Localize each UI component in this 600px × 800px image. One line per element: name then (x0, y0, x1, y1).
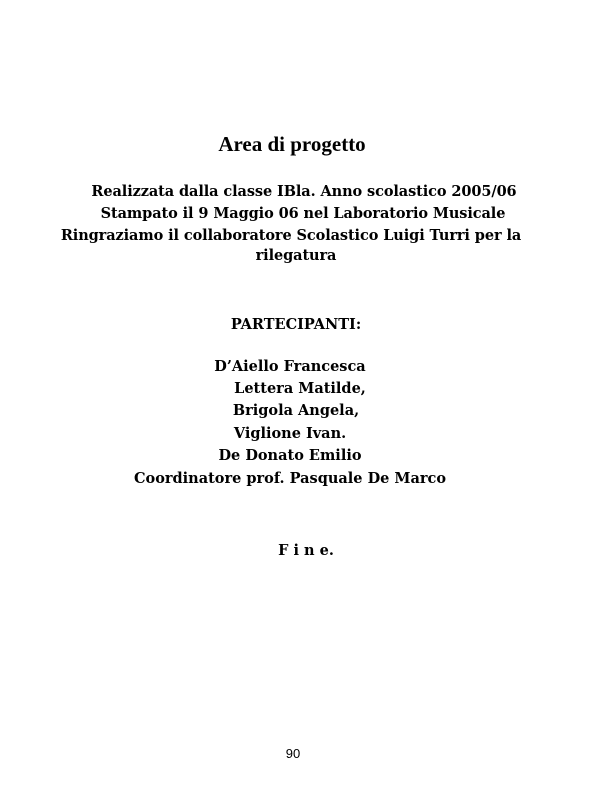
participant-name: Brigola Angela, (232, 402, 360, 419)
participant-name: De Donato Emilio (218, 447, 362, 464)
intro-line-class: Realizzata dalla classe IBla. Anno scolastico 2005/06 (91, 183, 517, 200)
participant-name: Viglione Ivan. (233, 425, 347, 442)
participants-heading: PARTECIPANTI: (230, 316, 362, 333)
intro-line-binding: rilegatura (255, 247, 337, 264)
coordinator-line: Coordinatore prof. Pasquale De Marco (133, 470, 447, 487)
intro-line-thanks: Ringraziamo il collaboratore Scolastico Luigi Turri per la (60, 227, 522, 244)
document-title: Area di progetto (218, 132, 366, 156)
end-text: F i n e. (278, 542, 334, 559)
participant-name: Lettera Matilde, (234, 380, 366, 397)
page-number: 90 (285, 746, 301, 761)
intro-line-printed: Stampato il 9 Maggio 06 nel Laboratorio Musicale (100, 205, 506, 222)
participant-name: D’Aiello Francesca (214, 358, 366, 375)
